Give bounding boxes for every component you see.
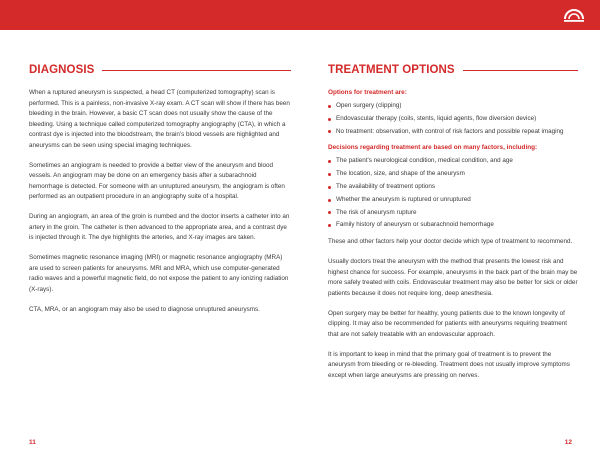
list-item — [328, 126, 578, 139]
options-subhead: Options for treatment are: — [328, 89, 407, 96]
bullet-icon — [328, 105, 331, 108]
diagnosis-column — [29, 62, 291, 325]
diagnosis-paragraph: Sometimes magnetic resonance imaging (MRI) or magnetic resonance angiography (MRA) are used to screen patients for aneurysms. MRI and MRA, which use computer-generated radio waves and a powerful magnetic field, do not expose the patient to any ionizing radiation (X-rays). — [29, 254, 289, 293]
list-item — [328, 168, 578, 181]
bullet-icon — [328, 186, 331, 189]
treatment-heading-row — [328, 62, 578, 78]
treatment-column — [328, 62, 578, 391]
brain-logo-icon — [563, 7, 585, 23]
list-item-text: Family history of aneurysm or subarachnoid hemorrhage — [336, 221, 494, 229]
list-item — [328, 113, 578, 126]
bullet-icon — [328, 224, 331, 227]
bullet-icon — [328, 118, 331, 121]
list-item-text: The patient's neurological condition, medical condition, and age — [336, 157, 513, 165]
list-item-text: No treatment: observation, with control of risk factors and possible repeat imaging — [336, 127, 564, 135]
treatment-options-list — [328, 100, 578, 138]
treatment-paragraph: Usually doctors treat the aneurysm with the method that presents the lowest risk and highest chance for success. For example, aneurysms in the back part of the brain may be more safely treated with coils. Endovascular treatment may also be better for sick or older patients because it does not require long, deep anesthesia. — [328, 258, 578, 297]
list-item-text: The availability of treatment options — [336, 182, 436, 190]
diagnosis-paragraph: CTA, MRA, or an angiogram may also be used to diagnose unruptured aneurysms. — [29, 305, 260, 313]
diagnosis-heading-row — [29, 62, 291, 78]
treatment-factors-list — [328, 155, 578, 232]
header-bar — [0, 0, 600, 30]
list-item-text: Whether the aneurysm is ruptured or unruptured — [336, 195, 471, 203]
heading-divider — [463, 70, 578, 71]
heading-divider — [102, 70, 291, 71]
list-item — [328, 181, 578, 194]
diagnosis-paragraph: During an angiogram, an area of the groin is numbed and the doctor inserts a catheter into an artery in the groin. The catheter is then advanced to the appropriate area, and a contrast dye is injected through it. The dye highlights the arteries, and X-ray images are taken. — [29, 213, 290, 241]
treatment-paragraph: Open surgery may be better for healthy, young patients due to the known longevity of clipping. It may also be recommended for patients with aneurysms requiring treatment that are not safely treatable with an endovascular approach. — [328, 309, 568, 338]
list-item — [328, 155, 578, 168]
list-item — [328, 100, 578, 113]
bullet-icon — [328, 160, 331, 163]
list-item-text: Endovascular therapy (coils, stents, liquid agents, flow diversion device) — [336, 114, 537, 122]
bullet-icon — [328, 199, 331, 202]
list-item-text: The location, size, and shape of the aneurysm — [336, 170, 465, 178]
list-item — [328, 219, 578, 232]
treatment-paragraph: These and other factors help your doctor decide which type of treatment to recommend. — [328, 238, 573, 246]
page-number-right: 12 — [564, 439, 572, 446]
page-number-left: 11 — [29, 439, 36, 446]
bullet-icon — [328, 130, 331, 133]
list-item — [328, 194, 578, 207]
diagnosis-paragraph: Sometimes an angiogram is needed to provide a better view of the aneurysm and blood vessels. An angiogram may be done on an emergency basis after a subarachnoid hemorrhage is detected. For someone with an unruptured aneurysm, the angiogram is often performed as an outpatient procedure in an angiography suite of a hospital. — [29, 161, 285, 200]
diagnosis-heading: DIAGNOSIS — [29, 64, 95, 76]
list-item-text: The risk of aneurysm rupture — [336, 208, 417, 216]
bullet-icon — [328, 173, 331, 176]
list-item-text: Open surgery (clipping) — [336, 102, 402, 109]
treatment-paragraph: It is important to keep in mind that the primary goal of treatment is to prevent the aneurysm from bleeding or re-bleeding. Treatment does not usually improve symptoms except when large aneurysms are pressing on nerves. — [328, 350, 570, 379]
treatment-heading: TREATMENT OPTIONS — [328, 64, 455, 76]
bullet-icon — [328, 211, 331, 214]
list-item — [328, 207, 578, 220]
diagnosis-paragraph: When a ruptured aneurysm is suspected, a head CT (computerized tomography) scan is performed. This is a painless, non-invasive X-ray exam. A CT scan will show if there has been bleeding in the brain. However, a basic CT scan does not usually show the cause of the bleeding. Using a technique called computerized tomography angiography (CTA), in which a contrast dye is injected into the bloodstream, the brain's blood vessels are highlighted and aneurysms can be seen using special imaging techniques. — [29, 89, 290, 149]
decisions-subhead: Decisions regarding treatment are based on many factors, including: — [328, 144, 538, 152]
